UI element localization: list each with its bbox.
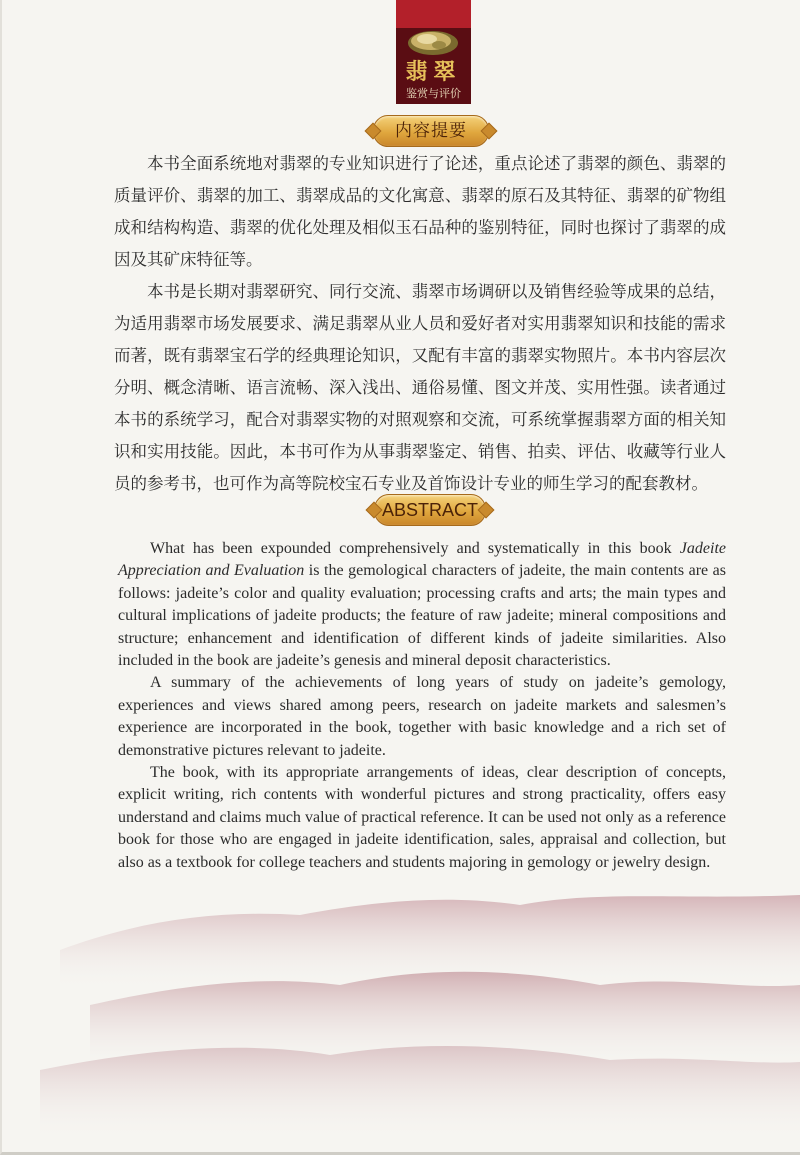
series-logo [396,0,471,104]
abstract-text: is the gemological characters of jadeite, the main contents are as follows: jadeite’s color and quality evaluation; processing crafts and arts; the main types and cultural implications of jadeite products; the feature of raw jadeite; mineral compositions and structure; enhancement and identification of different kinds of jadeite similarities. Also included in the book are jadeite’s genesis and mineral deposit characteristics. [118,562,727,670]
chinese-paragraph-2: 本书是长期对翡翠研究、同行交流、翡翠市场调研以及销售经验等成果的总结，为适用翡翠市场发展要求、满足翡翠从业人员和爱好者对实用翡翠知识和技能的需求而著，既有翡翠宝石学的经典理论知识，又配有丰富的翡翠实物照片。本书内容层次分明、概念清晰、语言流畅、深入浅出、通俗易懂、图文并茂、实用性强。读者通过本书的系统学习，配合对翡翠实物的对照观察和交流，可系统掌握翡翠方面的相关知识和实用技能。因此，本书可作为从事翡翠鉴定、销售、拍卖、评估、收藏等行业人员的参考书，也可作为高等院校宝石专业及首饰设计专业的师生学习的配套教材。 [114,282,726,493]
mountain-landscape-decoration [0,880,800,1155]
english-paragraph-2: A summary of the achievements of long years of study on jadeite’s gemology, experiences and views shared among peers, research on jadeite markets and salesmen’s experience are incorporated in the book, together with basic knowledge and a rich set of demonstrative pictures relevant to jadeite. [118,674,726,759]
chinese-summary [114,148,726,500]
mountain-ridge-front [40,1046,800,1140]
english-abstract [118,538,726,874]
english-paragraph-1 [118,538,726,672]
chinese-section-heading: 内容提要 [373,115,489,147]
jadeite-stone-image [406,26,460,58]
chinese-paragraph-1: 本书全面系统地对翡翠的专业知识进行了论述，重点论述了翡翠的颜色、翡翠的质量评价、翡翠的加工、翡翠成品的文化寓意、翡翠的原石及其特征、翡翠的矿物组成和结构构造、翡翠的优化处理及相似玉石品种的鉴别特征，同时也探讨了翡翠的成因及其矿床特征等。 [114,154,726,269]
logo-title: 翡翠 [405,59,462,85]
logo-subtitle: 鉴赏与评价 [406,87,461,100]
abstract-section-heading: ABSTRACT [374,494,486,526]
english-paragraph-3: The book, with its appropriate arrangements of ideas, clear description of concepts, explicit writing, rich contents with wonderful pictures and strong practicality, offers easy understand and claims much value of practical reference. It can be used not only as a reference book for those who are engaged in jadeite identification, sales, appraisal and collection, but also as a textbook for college teachers and students majoring in gemology or jewelry design. [118,764,726,871]
abstract-text: What has been expounded comprehensively and systematically in this book [150,540,680,557]
logo-top-band [396,0,471,28]
book-title-italic: Jadeite Appreciation and Evaluation [118,540,726,580]
